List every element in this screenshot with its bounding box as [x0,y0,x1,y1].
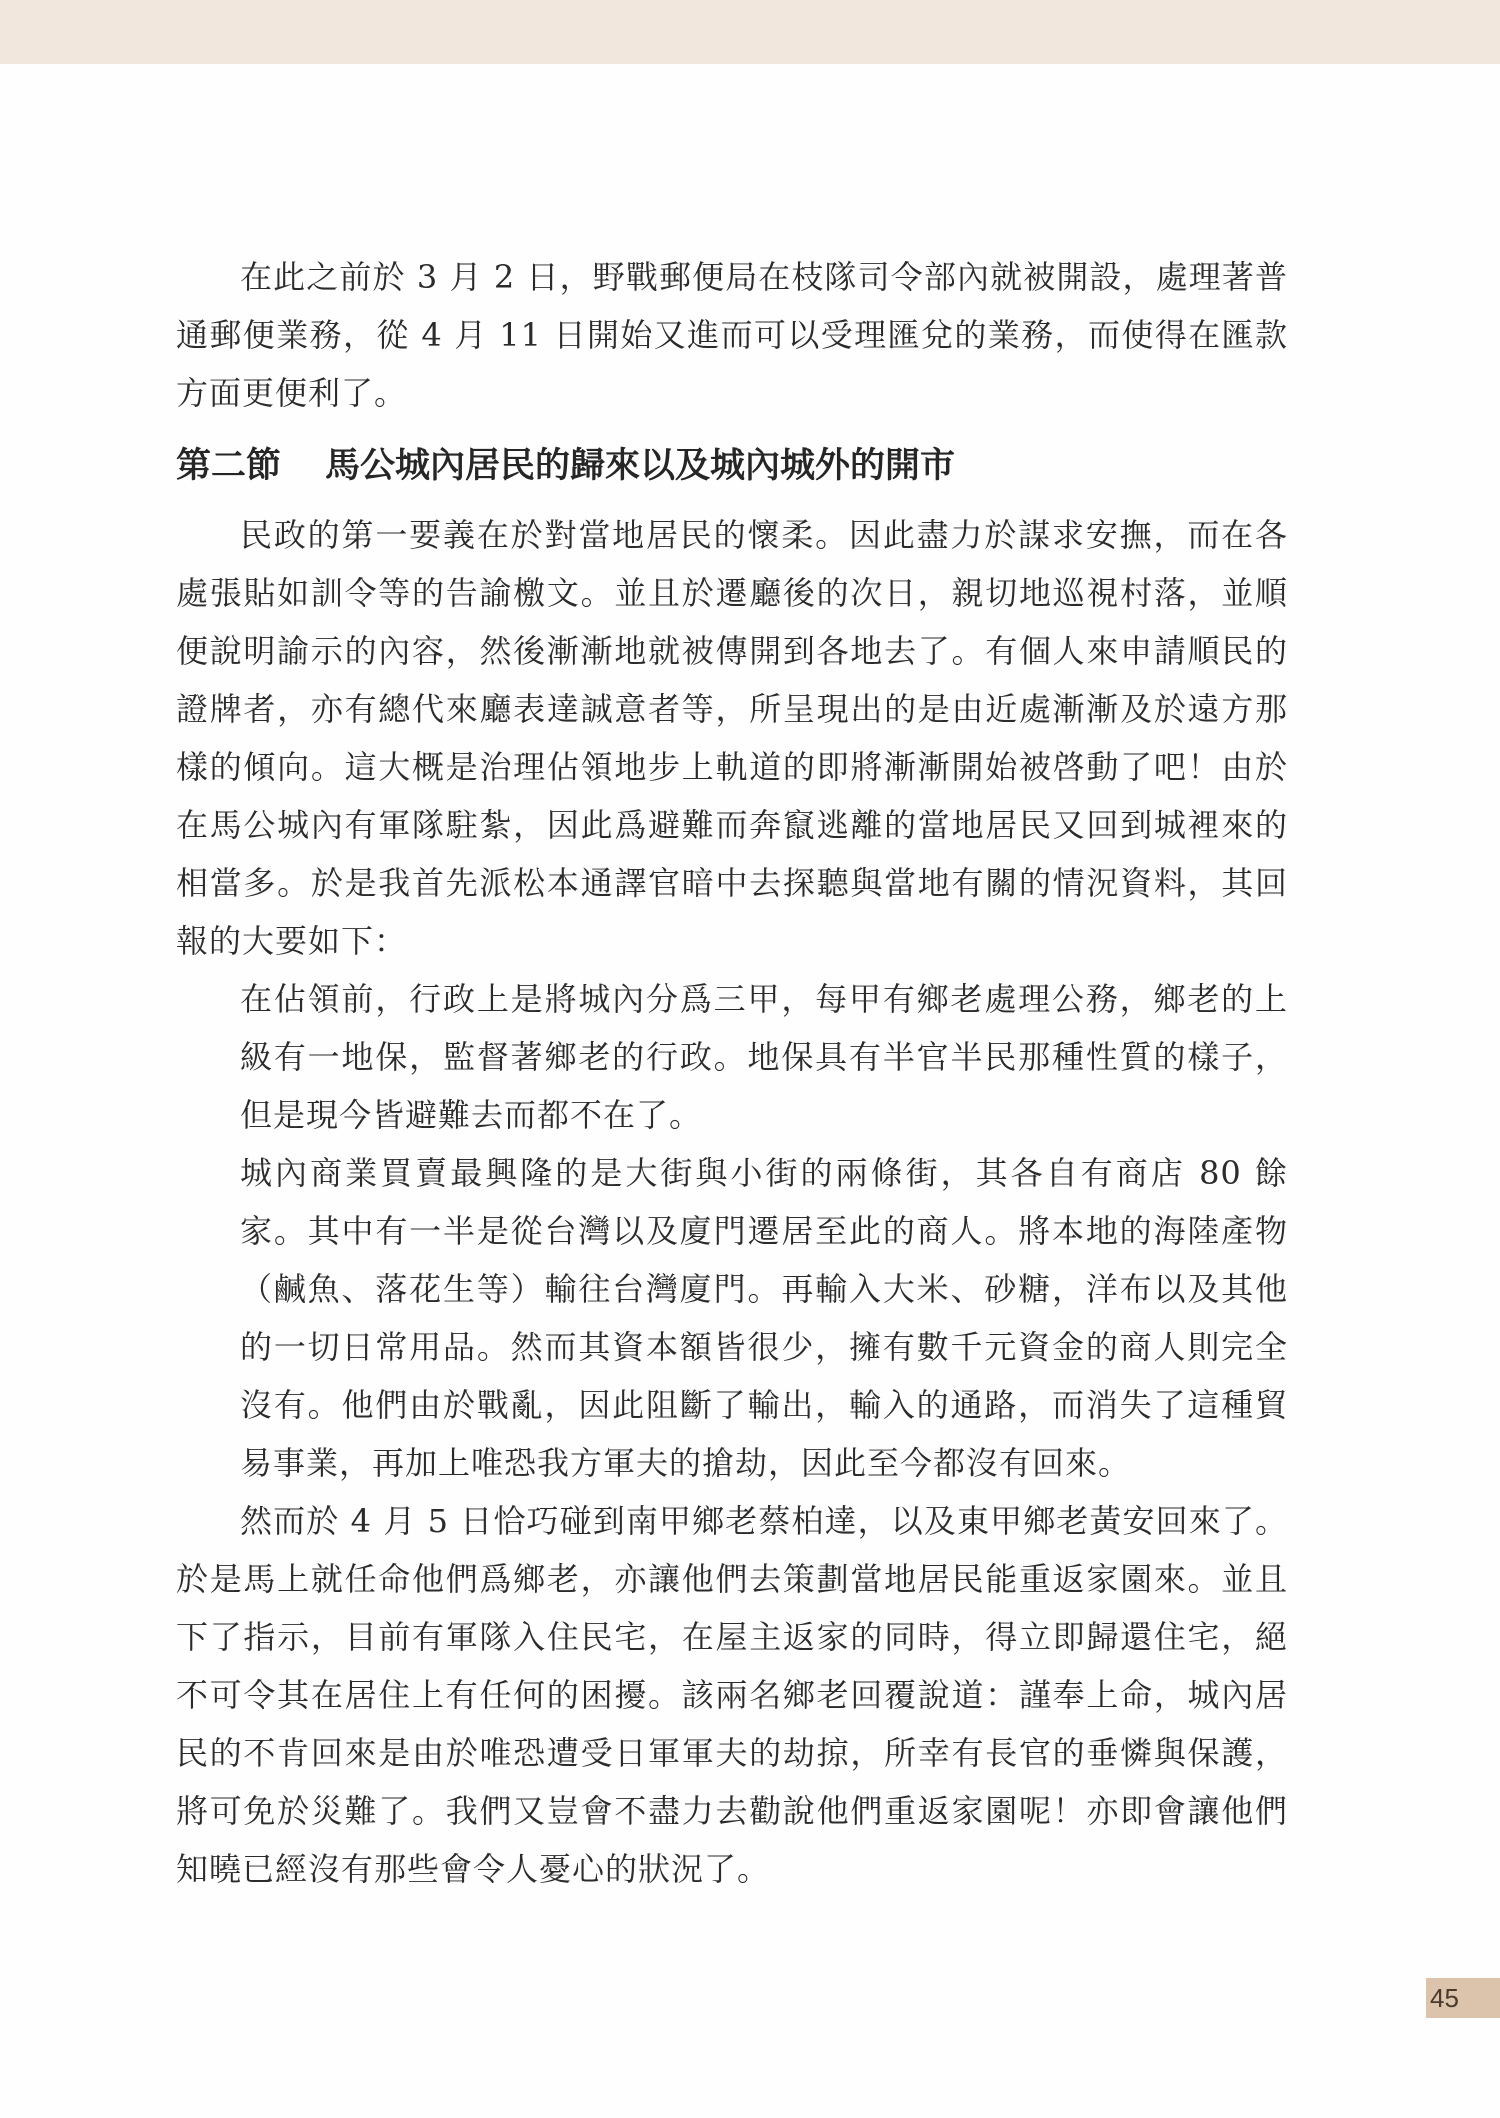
page-number: 45 [1430,1983,1459,2013]
quote-paragraph-2: 城內商業買賣最興隆的是大街與小街的兩條街，其各自有商店 80 餘家。其中有一半是從台灣以及廈門遷居至此的商人。將本地的海陸產物（鹹魚、落花生等）輸往台灣廈門。再輸入大米、砂糖，洋布以及其他的一切日常用品。然而其資本額皆很少，擁有數千元資金的商人則完全沒有。他們由於戰亂，因此阻斷了輸出，輸入的通路，而消失了這種貿易事業，再加上唯恐我方軍夫的搶劫，因此至今都沒有回來。 [240,1154,1288,1482]
body-paragraph-2: 民政的第一要義在於對當地居民的懷柔。因此盡力於謀求安撫，而在各處張貼如訓令等的告諭檄文。並且於遷廳後的次日，親切地巡視村落，並順便說明諭示的內容，然後漸漸地就被傳開到各地去了。有個人來申請順民的證牌者，亦有總代來廳表達誠意者等，所呈現出的是由近處漸漸及於遠方那樣的傾向。這大概是治理佔領地步上軌道的即將漸漸開始被啓動了吧！由於在馬公城內有軍隊駐紮，因此爲避難而奔竄逃離的當地居民又回到城裡來的相當多。於是我首先派松本通譯官暗中去探聽與當地有關的情況資料，其回報的大要如下： [176,516,1288,960]
body-paragraph-3: 然而於 4 月 5 日恰巧碰到南甲鄉老蔡柏達，以及東甲鄉老黃安回來了。於是馬上就任命他們爲鄉老，亦讓他們去策劃當地居民能重返家園來。並且下了指示，目前有軍隊入住民宅，在屋主返家的同時，得立即歸還住宅，絕不可令其在居住上有任何的困擾。該兩名鄉老回覆說道：謹奉上命，城內居民的不肯回來是由於唯恐遭受日軍軍夫的劫掠，所幸有長官的垂憐與保護，將可免於災難了。我們又豈會不盡力去勸說他們重返家園呢！亦即會讓他們知曉已經沒有那些會令人憂心的狀況了。 [176,1502,1288,1888]
section-title: 馬公城內居民的歸來以及城內城外的開市 [325,446,956,486]
quote-paragraph-1: 在佔領前，行政上是將城內分爲三甲，每甲有鄉老處理公務，鄉老的上級有一地保，監督著鄉老的行政。地保具有半官半民那種性質的樣子，但是現今皆避難去而都不在了。 [240,980,1288,1134]
page-content [176,248,1288,1898]
section-number: 第二節 [176,446,282,486]
report-quote [240,970,1288,1492]
page-top-band [0,0,1500,64]
section-heading [176,436,1288,496]
body-paragraph-1: 在此之前於 3 月 2 日，野戰郵便局在枝隊司令部內就被開設，處理著普通郵便業務，從 4 月 11 日開始又進而可以受理匯兌的業務，而使得在匯款方面更便利了。 [176,258,1288,412]
